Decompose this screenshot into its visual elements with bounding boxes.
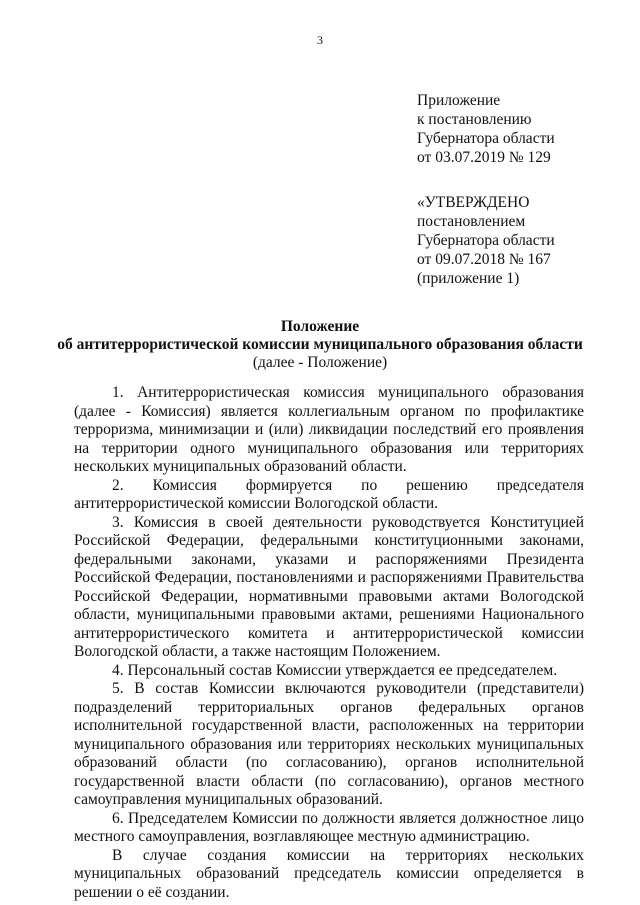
approved-line: «УТВЕРЖДЕНО: [417, 194, 530, 211]
paragraph-3: 3. Комиссия в своей деятельности руководствуется Конституцией Российской Федерации, федеральными конституционными законами, федеральными законами, указами и распоряжениями Президента Российской Федерации, постановлениями и распоряжениями Правительства Российской Федерации, нормативными правовыми актами Вологодской области, муниципальными правовыми актами, решениями Национального антитеррористического комитета и антитеррористической комиссии Вологодской области, а также настоящим Положением.: [74, 513, 584, 660]
approved-line: (приложение 1): [417, 270, 520, 287]
appendix-reference: [417, 91, 555, 167]
appendix-line: от 03.07.2019 № 129: [417, 149, 551, 166]
paragraph-4: 4. Персональный состав Комиссии утверждается ее председателем.: [112, 661, 558, 679]
title-heading: Положение: [280, 318, 360, 335]
appendix-line: к постановлению: [417, 111, 532, 128]
appendix-line: Губернатора области: [417, 130, 555, 147]
page-number: 3: [317, 33, 323, 47]
document-body: [74, 384, 584, 902]
paragraph-1: 1. Антитеррористическая комиссия муниципального образования (далее - Комиссия) является коллегиальным органом по профилактике терроризма, минимизации и (или) ликвидации последствий его проявления на территории одного муниципального образования или территориях нескольких муниципальных образований области.: [74, 384, 584, 475]
title-subject: об антитеррористической комиссии муниципального образования области: [57, 336, 583, 353]
paragraph-6: 6. Председателем Комиссии по должности является должностное лицо местного самоуправления, возглавляющее местную администрацию.: [74, 809, 584, 845]
document-title: [0, 318, 640, 372]
appendix-line: Приложение: [417, 92, 501, 109]
approved-line: от 09.07.2018 № 167: [417, 251, 551, 268]
approved-line: Губернатора области: [417, 232, 555, 249]
paragraph-6-continuation: В случае создания комиссии на территориях нескольких муниципальных образований председатель комиссии определяется в решении о её создании.: [74, 846, 584, 901]
paragraph-5: 5. В состав Комиссии включаются руководители (представители) подразделений территориальных органов федеральных органов исполнительной государственной власти, расположенных на территории муниципального образования или территориях нескольких муниципальных образований области (по согласованию), органов исполнительной государственной власти области (по согласованию), органов местного самоуправления муниципальных образований.: [74, 680, 584, 808]
approval-stamp-block: [417, 193, 555, 288]
title-abbreviation: (далее - Положение): [252, 354, 388, 371]
approved-line: постановлением: [417, 213, 526, 230]
paragraph-2: 2. Комиссия формируется по решению председателя антитеррористической комиссии Вологодской области.: [74, 476, 584, 512]
